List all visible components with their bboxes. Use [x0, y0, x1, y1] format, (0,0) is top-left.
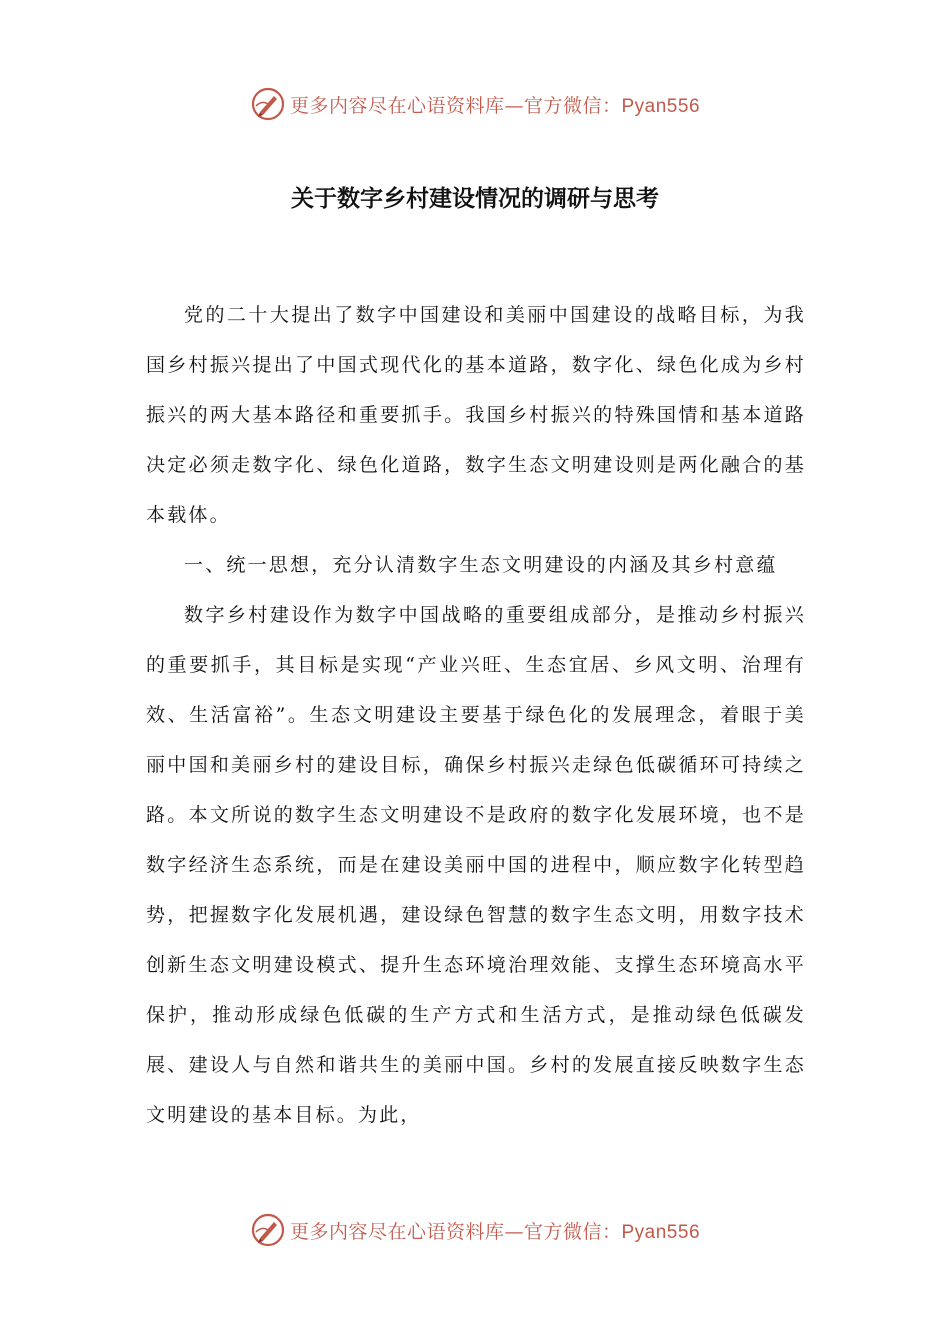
paragraph-intro: 党的二十大提出了数字中国建设和美丽中国建设的战略目标，为我国乡村振兴提出了中国式现代化的基本道路，数字化、绿色化成为乡村振兴的两大基本路径和重要抓手。我国乡村振兴的特殊国情和基本道路决定必须走数字化、绿色化道路，数字生态文明建设则是两化融合的基本载体。	[146, 304, 806, 526]
section-heading-1: 一、统一思想，充分认清数字生态文明建设的内涵及其乡村意蕴	[184, 554, 778, 576]
watermark-text: 更多内容尽在心语资料库—官方微信：Pyan556	[289, 94, 701, 117]
pen-logo-icon	[250, 86, 286, 122]
watermark-text: 更多内容尽在心语资料库—官方微信：Pyan556	[289, 1220, 701, 1243]
watermark-banner-bottom	[0, 1210, 950, 1250]
paragraph-body: 数字乡村建设作为数字中国战略的重要组成部分，是推动乡村振兴的重要抓手，其目标是实现“产业兴旺、生态宜居、乡风文明、治理有效、生活富裕”。生态文明建设主要基于绿色化的发展理念，着眼于美丽中国和美丽乡村的建设目标，确保乡村振兴走绿色低碳循环可持续之路。本文所说的数字生态文明建设不是政府的数字化发展环境，也不是数字经济生态系统，而是在建设美丽中国的进程中，顺应数字化转型趋势，把握数字化发展机遇，建设绿色智慧的数字生态文明，用数字技术创新生态文明建设模式、提升生态环境治理效能、支撑生态环境高水平保护，推动形成绿色低碳的生产方式和生活方式，是推动绿色低碳发展、建设人与自然和谐共生的美丽中国。乡村的发展直接反映数字生态文明建设的基本目标。为此，	[146, 604, 806, 1126]
watermark-banner-top	[0, 84, 950, 124]
wechat-id: Pyan556	[621, 1221, 701, 1243]
wechat-id: Pyan556	[621, 95, 701, 117]
pen-logo-icon	[250, 1212, 286, 1248]
document-body	[146, 290, 806, 1140]
document-title: 关于数字乡村建设情况的调研与思考	[291, 185, 659, 212]
